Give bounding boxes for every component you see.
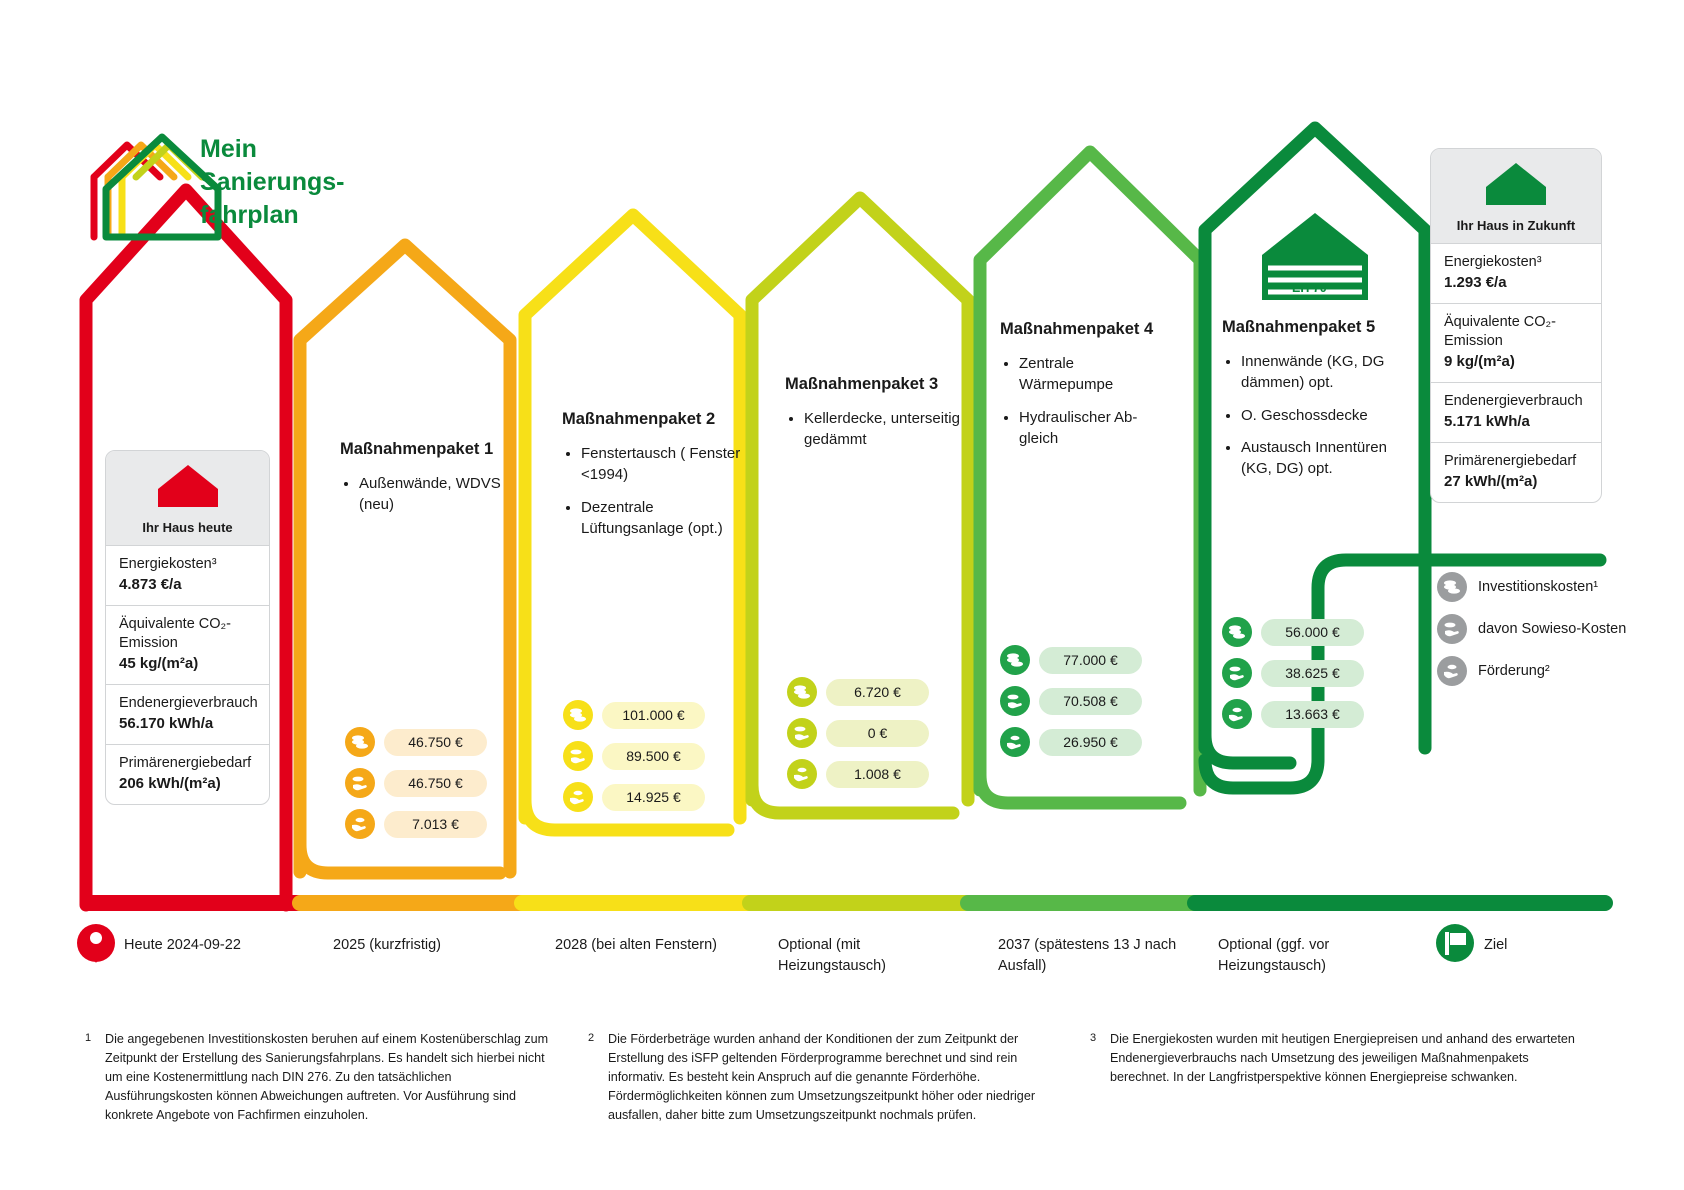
timeline-label-step-3: Optional (mit Heizungstausch)	[778, 937, 886, 974]
timeline-label-start: Heute 2024-09-22	[124, 937, 241, 953]
today-row-primaerenergie	[106, 744, 269, 804]
today-label-0: Energiekosten³	[119, 556, 217, 572]
hand-coin-icon	[1222, 699, 1252, 729]
legend-label-1: davon Sowieso-Kosten	[1478, 621, 1627, 637]
legend-item-foerderung	[1437, 656, 1626, 686]
package-4-title: Maßnahmenpaket 4	[1000, 320, 1154, 338]
house-future-label: Ihr Haus in Zukunft	[1456, 218, 1576, 233]
cost-row-investition	[563, 700, 705, 730]
footnote-3-number: 3	[1090, 1032, 1097, 1044]
package-5-cost-2: 13.663 €	[1261, 701, 1364, 728]
cost-row-sowieso	[1000, 686, 1142, 716]
package-4-costs	[1000, 645, 1142, 768]
cost-row-sowieso	[345, 768, 487, 798]
cost-row-investition	[787, 677, 929, 707]
cost-legend	[1437, 572, 1626, 698]
eh70-badge: EH 70	[1292, 281, 1327, 295]
cost-row-foerderung	[563, 782, 705, 812]
timeline-label-step-2: 2028 (bei alten Fenstern)	[555, 937, 718, 953]
house-today-label: Ihr Haus heute	[142, 520, 233, 535]
package-1-cost-2: 7.013 €	[384, 811, 487, 838]
coins-icon	[563, 700, 593, 730]
footnote-2-number: 2	[588, 1032, 595, 1044]
today-label-1: Äquivalente CO₂-Emission	[119, 615, 232, 652]
cost-row-foerderung	[345, 809, 487, 839]
package-5-cost-1: 38.625 €	[1261, 660, 1364, 687]
future-row-primaerenergie	[1431, 442, 1601, 502]
house-today-card	[105, 450, 270, 805]
future-label-0: Energiekosten³	[1444, 254, 1542, 270]
package-4	[1000, 320, 1165, 460]
package-2-cost-1: 89.500 €	[602, 743, 705, 770]
logo	[82, 125, 352, 250]
today-value-2: 56.170 kWh/a	[119, 714, 214, 732]
package-3	[785, 375, 960, 462]
timeline-label-step-1: 2025 (kurzfristig)	[333, 937, 441, 953]
coins-icon	[1437, 572, 1467, 602]
future-label-2: Endenergieverbrauch	[1444, 393, 1583, 410]
package-3-item-0: • Kellerdecke, unterseitig gedämmt	[804, 408, 960, 451]
package-3-cost-1: 0 €	[826, 720, 929, 747]
today-label-2: Endenergieverbrauch	[119, 695, 258, 712]
package-1-item-0: • Außenwände, WDVS (neu)	[359, 473, 515, 516]
today-row-endenergie	[106, 684, 269, 744]
coins-hand-icon	[787, 718, 817, 748]
package-3-cost-0: 6.720 €	[826, 679, 929, 706]
coins-icon	[345, 727, 375, 757]
footnote-2	[588, 1030, 1058, 1124]
package-4-item-0: • Zentrale Wärmepumpe	[1019, 353, 1165, 396]
coins-hand-icon	[563, 741, 593, 771]
logo-text	[200, 133, 344, 232]
goal-flag-icon	[1436, 924, 1474, 962]
hand-coin-icon	[1437, 656, 1467, 686]
hand-coin-icon	[345, 809, 375, 839]
package-5-costs	[1222, 617, 1364, 740]
footnote-2-text: Die Förderbeträge wurden anhand der Konditionen der zum Zeitpunkt der Erstellung des iSFP geltenden Förderprogramme berechnet und sind rein informativ. Es besteht kein Anspruch auf die genannte Förderhöhe. Fördermöglichkeiten können zum Umsetzungszeitpunkt höher oder niedriger ausfallen, daher bitte zum Umsetzungszeitpunkt nochmals prüfen.	[608, 1032, 1036, 1122]
timeline-label-step-5: Optional (ggf. vor Heizungstausch)	[1218, 937, 1330, 974]
future-label-3: Primärenergiebedarf	[1444, 453, 1577, 469]
timeline-label-goal: Ziel	[1484, 937, 1508, 953]
coins-hand-icon	[1437, 614, 1467, 644]
package-5-item-2: • Austausch Innentüren (KG, DG) opt.	[1241, 437, 1392, 480]
future-value-3: 27 kWh/(m²a)	[1444, 472, 1538, 490]
package-1-cost-1: 46.750 €	[384, 770, 487, 797]
package-3-cost-2: 1.008 €	[826, 761, 929, 788]
location-pin-icon	[77, 924, 115, 963]
package-3-title: Maßnahmenpaket 3	[785, 375, 939, 393]
coins-icon	[787, 677, 817, 707]
future-row-co2	[1431, 303, 1601, 382]
legend-item-sowieso	[1437, 614, 1626, 644]
cost-row-sowieso	[787, 718, 929, 748]
package-2-item-0: • Fenstertausch ( Fenster <1994)	[581, 443, 742, 486]
logo-line-2: Sanierungs-	[200, 168, 345, 196]
future-row-energiekosten	[1431, 243, 1601, 303]
package-5-item-1: • O. Geschossdecke	[1241, 405, 1392, 426]
cost-row-investition	[1222, 617, 1364, 647]
legend-label-2: Förderung²	[1478, 663, 1550, 679]
today-label-3: Primärenergiebedarf	[119, 755, 252, 771]
cost-row-sowieso	[1222, 658, 1364, 688]
today-value-0: 4.873 €/a	[119, 575, 182, 593]
house-future-card	[1430, 148, 1602, 503]
timeline-label-step-4: 2037 (spätestens 13 J nach Ausfall)	[998, 937, 1177, 974]
future-value-1: 9 kg/(m²a)	[1444, 352, 1515, 370]
cost-row-foerderung	[1000, 727, 1142, 757]
package-2-title: Maßnahmenpaket 2	[562, 410, 716, 428]
package-1-cost-0: 46.750 €	[384, 729, 487, 756]
package-5-item-0: • Innenwände (KG, DG dämmen) opt.	[1241, 351, 1392, 394]
coins-hand-icon	[345, 768, 375, 798]
package-4-cost-1: 70.508 €	[1039, 688, 1142, 715]
cost-row-investition	[345, 727, 487, 757]
future-value-2: 5.171 kWh/a	[1444, 412, 1530, 430]
package-4-item-1: • Hydraulischer Ab-gleich	[1019, 407, 1165, 450]
legend-label-0: Investitionskosten¹	[1478, 579, 1599, 595]
hand-coin-icon	[563, 782, 593, 812]
house-icon-green	[1484, 161, 1548, 207]
package-2-cost-0: 101.000 €	[602, 702, 705, 729]
today-value-3: 206 kWh/(m²a)	[119, 774, 221, 792]
package-2-item-1: • Dezentrale Lüftungsanlage (opt.)	[581, 497, 742, 540]
package-1	[340, 440, 515, 527]
cost-row-sowieso	[563, 741, 705, 771]
coins-icon	[1000, 645, 1030, 675]
hand-coin-icon	[1000, 727, 1030, 757]
future-label-1: Äquivalente CO₂-Emission	[1444, 313, 1557, 350]
package-5	[1222, 318, 1392, 490]
footnote-1-text: Die angegebenen Investitionskosten beruhen auf einem Kostenüberschlag zum Zeitpunkt der Erstellung des Sanierungsfahrplans. Es handelt sich hierbei nicht um eine Kostenermittlung nach DIN 276. Zu den tatsächlichen Ausführungskosten können Abweichungen auftreten. Vor Ausführung sind konkrete Angebote von Fachfirmen einzuholen.	[105, 1032, 549, 1122]
coins-hand-icon	[1222, 658, 1252, 688]
package-2-cost-2: 14.925 €	[602, 784, 705, 811]
house-future-header	[1431, 149, 1601, 243]
package-2-costs	[563, 700, 705, 823]
package-4-cost-0: 77.000 €	[1039, 647, 1142, 674]
cost-row-investition	[1000, 645, 1142, 675]
footnote-3	[1090, 1030, 1580, 1087]
coins-icon	[1222, 617, 1252, 647]
today-row-energiekosten	[106, 545, 269, 605]
future-value-0: 1.293 €/a	[1444, 273, 1507, 291]
today-row-co2	[106, 605, 269, 684]
hand-coin-icon	[787, 759, 817, 789]
package-3-costs	[787, 677, 929, 800]
coins-hand-icon	[1000, 686, 1030, 716]
cost-row-foerderung	[787, 759, 929, 789]
house-icon-red	[156, 463, 220, 509]
house-today-header	[106, 451, 269, 545]
legend-item-investitionskosten	[1437, 572, 1626, 602]
package-2	[562, 410, 742, 550]
footnote-1-number: 1	[85, 1032, 92, 1044]
package-1-costs	[345, 727, 487, 850]
footnote-3-text: Die Energiekosten wurden mit heutigen Energiepreisen und anhand des erwarteten Endenergieverbrauchs nach Umsetzung des jeweiligen Maßnahmenpakets berechnet. In der Langfristperspektive können Energiepreise schwanken.	[1110, 1032, 1575, 1084]
logo-line-1: Mein	[200, 135, 257, 163]
footnote-1	[85, 1030, 555, 1124]
package-5-cost-0: 56.000 €	[1261, 619, 1364, 646]
today-value-1: 45 kg/(m²a)	[119, 654, 199, 672]
package-4-cost-2: 26.950 €	[1039, 729, 1142, 756]
cost-row-foerderung	[1222, 699, 1364, 729]
package-1-title: Maßnahmenpaket 1	[340, 440, 494, 458]
package-5-title: Maßnahmenpaket 5	[1222, 318, 1376, 336]
logo-line-3: fahrplan	[200, 201, 299, 229]
future-row-endenergie	[1431, 382, 1601, 442]
